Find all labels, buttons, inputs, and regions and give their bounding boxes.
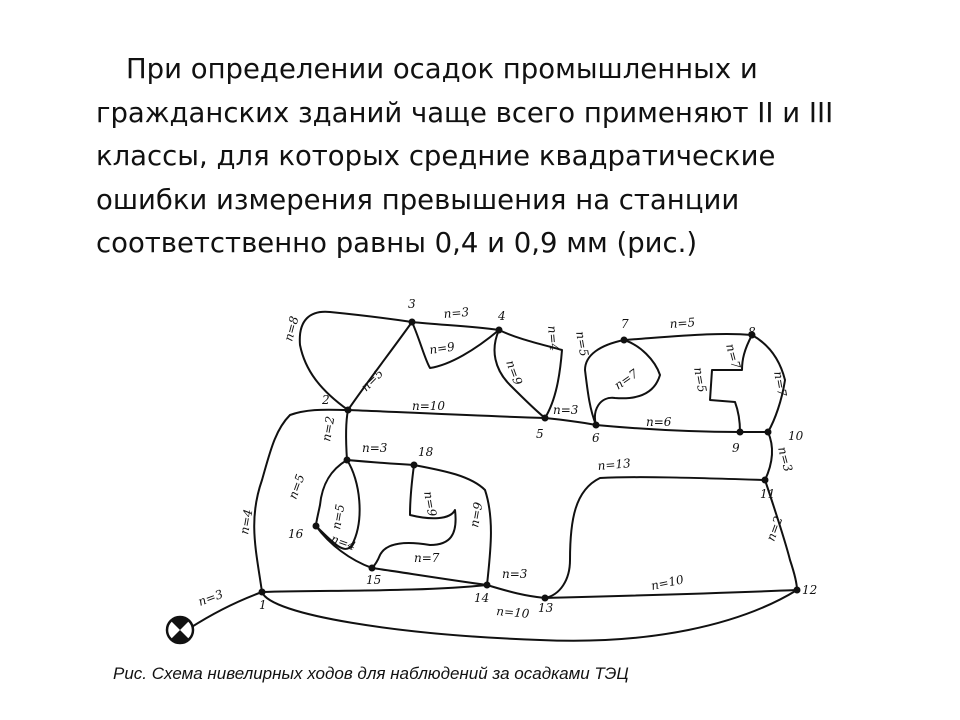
edge-label: n=4 (545, 325, 562, 352)
node-11b (344, 457, 351, 464)
node-label: 12 (802, 583, 818, 597)
route-line (412, 322, 499, 330)
node-16 (313, 523, 320, 530)
node-3 (409, 319, 416, 326)
route-line (348, 322, 412, 410)
paragraph-line: гражданских зданий чаще всего применяют II и III (96, 96, 834, 129)
edge-label: n=5 (691, 366, 710, 394)
edge-label: n=3 (553, 403, 579, 417)
edge-label: n=9 (428, 339, 456, 357)
node-label: 7 (621, 317, 629, 331)
route-line (347, 460, 414, 465)
edge-label: n=5 (573, 330, 592, 358)
edge-label: n=2 (763, 514, 786, 544)
route-line (262, 590, 797, 641)
edge-label: n=3 (196, 586, 225, 609)
route-line (254, 410, 348, 592)
edge-label: n=5 (329, 503, 348, 531)
node-label: 16 (288, 527, 304, 541)
node-4 (496, 327, 503, 334)
route-line (545, 590, 797, 598)
edge-label: n=7 (611, 366, 641, 393)
edge-label: n=10 (495, 604, 530, 621)
node-12 (794, 587, 801, 594)
figure-caption: Рис. Схема нивелирных ходов для наблюдений за осадками ТЭЦ (113, 664, 629, 683)
route-line (262, 585, 545, 598)
edge-label: n=9 (467, 501, 486, 529)
edge-label: n=9 (503, 358, 526, 387)
edge-label: n=13 (597, 456, 632, 473)
paragraph-line: соответственно равны 0,4 и 0,9 мм (рис.) (96, 227, 698, 259)
edge-label: n=4 (237, 508, 256, 536)
paragraph-line: классы, для которых средние квадратические (96, 140, 776, 172)
node-label: 18 (418, 445, 434, 459)
route-line (346, 410, 348, 460)
edge-label: n=7 (723, 342, 744, 371)
node-18 (411, 462, 418, 469)
node-label: 4 (498, 309, 506, 323)
edge-label: n=6 (646, 415, 672, 429)
edge-label: n=5 (358, 366, 387, 395)
node-label: 10 (788, 429, 804, 443)
route-line (372, 568, 487, 585)
node-label: 9 (732, 441, 740, 455)
node-label: 11 (760, 487, 776, 501)
node-label: 15 (366, 573, 382, 587)
node-label: 3 (408, 297, 416, 311)
route-line (545, 418, 596, 425)
edge-label: n=10 (649, 572, 685, 593)
edge-label: n=8 (281, 314, 302, 343)
edge-label: n=2 (319, 415, 338, 443)
node-11 (762, 477, 769, 484)
route-line (348, 410, 545, 418)
route-line (765, 432, 772, 480)
edge-label: n=5 (669, 315, 696, 331)
node-2 (345, 407, 352, 414)
edge-label: n=5 (285, 472, 308, 502)
node-label: 2 (322, 393, 330, 407)
node-1 (259, 589, 266, 596)
node-label: 6 (592, 431, 600, 445)
edge-label: n=3 (443, 304, 470, 321)
paragraph-line: При определении осадок промышленных и (126, 53, 758, 85)
node-14 (484, 582, 491, 589)
node-6 (593, 422, 600, 429)
benchmark-icon (167, 617, 193, 643)
edge-label: n=7 (414, 551, 440, 565)
paragraph-line: ошибки измерения превышения на станции (96, 183, 740, 216)
node-label: 5 (536, 427, 544, 441)
node-7 (621, 337, 628, 344)
node-5 (542, 415, 549, 422)
edge-label: n=9 (421, 490, 440, 518)
route-line (300, 312, 412, 410)
node-10 (765, 429, 772, 436)
node-label: 13 (538, 601, 554, 615)
node-label: 14 (474, 591, 490, 605)
edge-label: n=10 (412, 399, 446, 413)
edge-label: n=3 (362, 441, 388, 455)
node-15 (369, 565, 376, 572)
edge-label: n=4 (328, 531, 358, 554)
edge-label: n=3 (775, 445, 796, 474)
node-9 (737, 429, 744, 436)
edge-label: n=3 (502, 567, 528, 581)
node-label: 8 (748, 325, 756, 339)
node-label: 1 (259, 598, 267, 612)
edge-label: n=7 (771, 370, 790, 398)
